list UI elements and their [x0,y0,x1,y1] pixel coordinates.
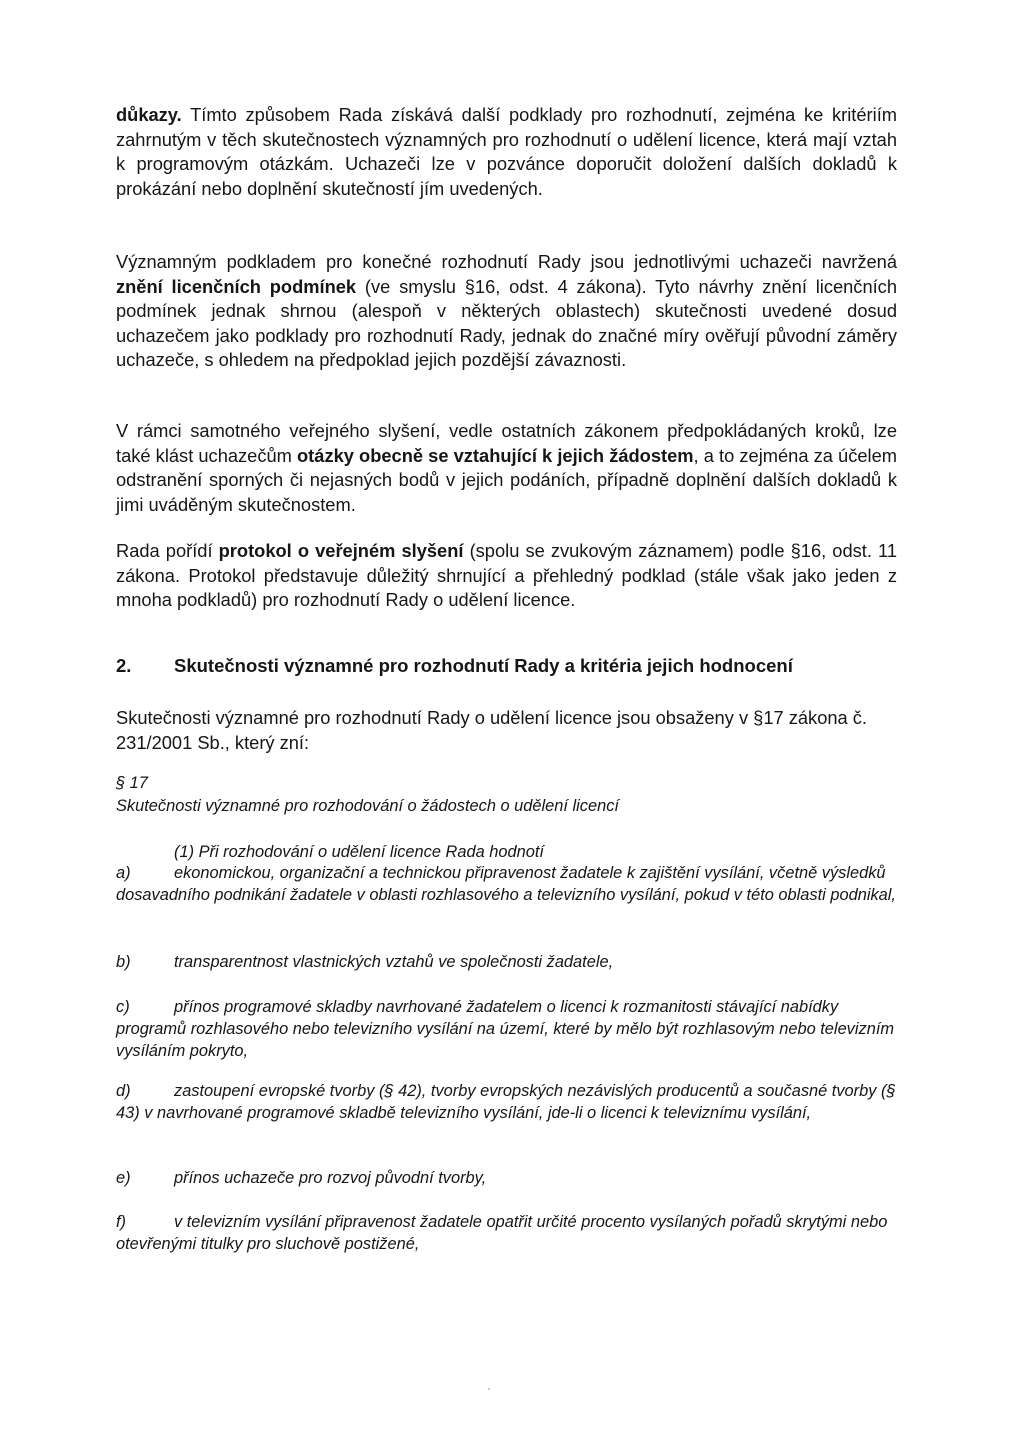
item-letter: e) [116,1169,131,1187]
section-intro: Skutečnosti významné pro rozhodnutí Rady o udělení licence jsou obsaženy v §17 zákona č. 231/2001 Sb., který zní: [116,707,867,753]
paragraph-text: V rámci samotného veřejného slyšení, vedle ostatních zákonem předpokládaných kroků, lze také klást uchazečům [116,420,897,466]
paragraph-protocol [116,539,897,613]
paragraph-bold-phrase: otázky obecně se vztahující k jejich žádostem [297,444,694,466]
section-heading [116,655,793,677]
quote-title: Skutečnosti významné pro rozhodování o žádostech o udělení licencí [116,797,619,815]
item-text: ekonomickou, organizační a technickou připravenost žadatele k zajištění vysílání, včetně výsledků dosavadního podnikání žadatele v oblasti rozhlasového a televizního vysílání, pokud v této oblasti podnikal, [116,864,896,905]
scan-speck [488,1388,490,1390]
quote-item-b [116,951,897,973]
quote-subsection: (1) Při rozhodování o udělení licence Rada hodnotí [174,843,544,861]
paragraph-text: Tímto způsobem Rada získává další podklady pro rozhodnutí, zejména ke kritériím zahrnutým v těch skutečnostech významných pro rozhodnutí o udělení licence, která mají vztah k programovým otázkám. Uchazeči lze v pozvánce doporučit doložení dalších dokladů k prokázání nebo doplnění skutečností jím uvedených. [116,104,897,199]
paragraph-text: Významným podkladem pro konečné rozhodnutí Rady jsou jednotlivými uchazeči navržená [116,251,897,272]
paragraph-bold-phrase: znění licenčních podmínek [116,275,357,297]
quote-para-sign: § 17 [116,774,148,792]
paragraph-lead-bold: důkazy. [116,104,182,125]
item-text: v televizním vysílání připravenost žadatele opatřit určité procento vysílaných pořadů skrytými nebo otevřenými titulky pro sluchově postižené, [116,1213,888,1254]
item-text: zastoupení evropské tvorby (§ 42), tvorby evropských nezávislých producentů a současné tvorby (§ 43) v navrhované programové skladbě televizního vysílání, jde-li o licenci k televiznímu vysílání, [116,1082,896,1123]
quote-item-a [116,862,897,906]
item-letter: b) [116,953,131,971]
quote-item-e [116,1167,897,1189]
item-text: transparentnost vlastnických vztahů ve společnosti žadatele, [174,953,614,971]
paragraph-bold-phrase: protokol o veřejném slyšení [218,540,464,561]
paragraph-public-hearing [116,419,897,517]
quote-item-d [116,1080,897,1124]
item-letter: c) [116,998,130,1016]
paragraph-license-terms [116,250,897,373]
item-text: přínos programové skladby navrhované žadatelem o licenci k rozmanitosti stávající nabídky programů rozhlasového nebo televizního vysílání na území, které by mělo být rozhlasovým nebo televizním vysíláním pokryto, [116,998,895,1061]
item-letter: f) [116,1213,127,1231]
section-title: Skutečnosti významné pro rozhodnutí Rady a kritéria jejich hodnocení [174,655,793,676]
quote-item-f [116,1211,897,1255]
item-text: přínos uchazeče pro rozvoj původní tvorby, [174,1169,487,1187]
paragraph-text: , a to zejména za účelem odstranění sporných či nejasných bodů v jejich podáních, případně doplnění dalších dokladů k jimi uváděným skutečnostem. [116,444,897,515]
paragraph-text: Rada pořídí [116,540,219,561]
paragraph-evidence [116,103,897,201]
quote-item-c [116,996,897,1063]
item-letter: d) [116,1082,131,1100]
item-letter: a) [116,864,131,882]
section-number: 2. [116,655,132,676]
paragraph-text: (ve smyslu §16, odst. 4 zákona). Tyto návrhy znění licenčních podmínek jednak shrnou (alespoň v některých oblastech) skutečnosti uvedené dosud uchazečem jako podklady pro rozhodnutí Rady, jednak do značné míry ověřují původní záměry uchazeče, s ohledem na předpoklad jejich pozdější závaznosti. [116,275,897,371]
paragraph-text: (spolu se zvukovým záznamem) podle §16, odst. 11 zákona. Protokol představuje důležitý shrnující a přehledný podklad (stále však jako jeden z mnoha podkladů) pro rozhodnutí Rady o udělení licence. [116,540,897,611]
